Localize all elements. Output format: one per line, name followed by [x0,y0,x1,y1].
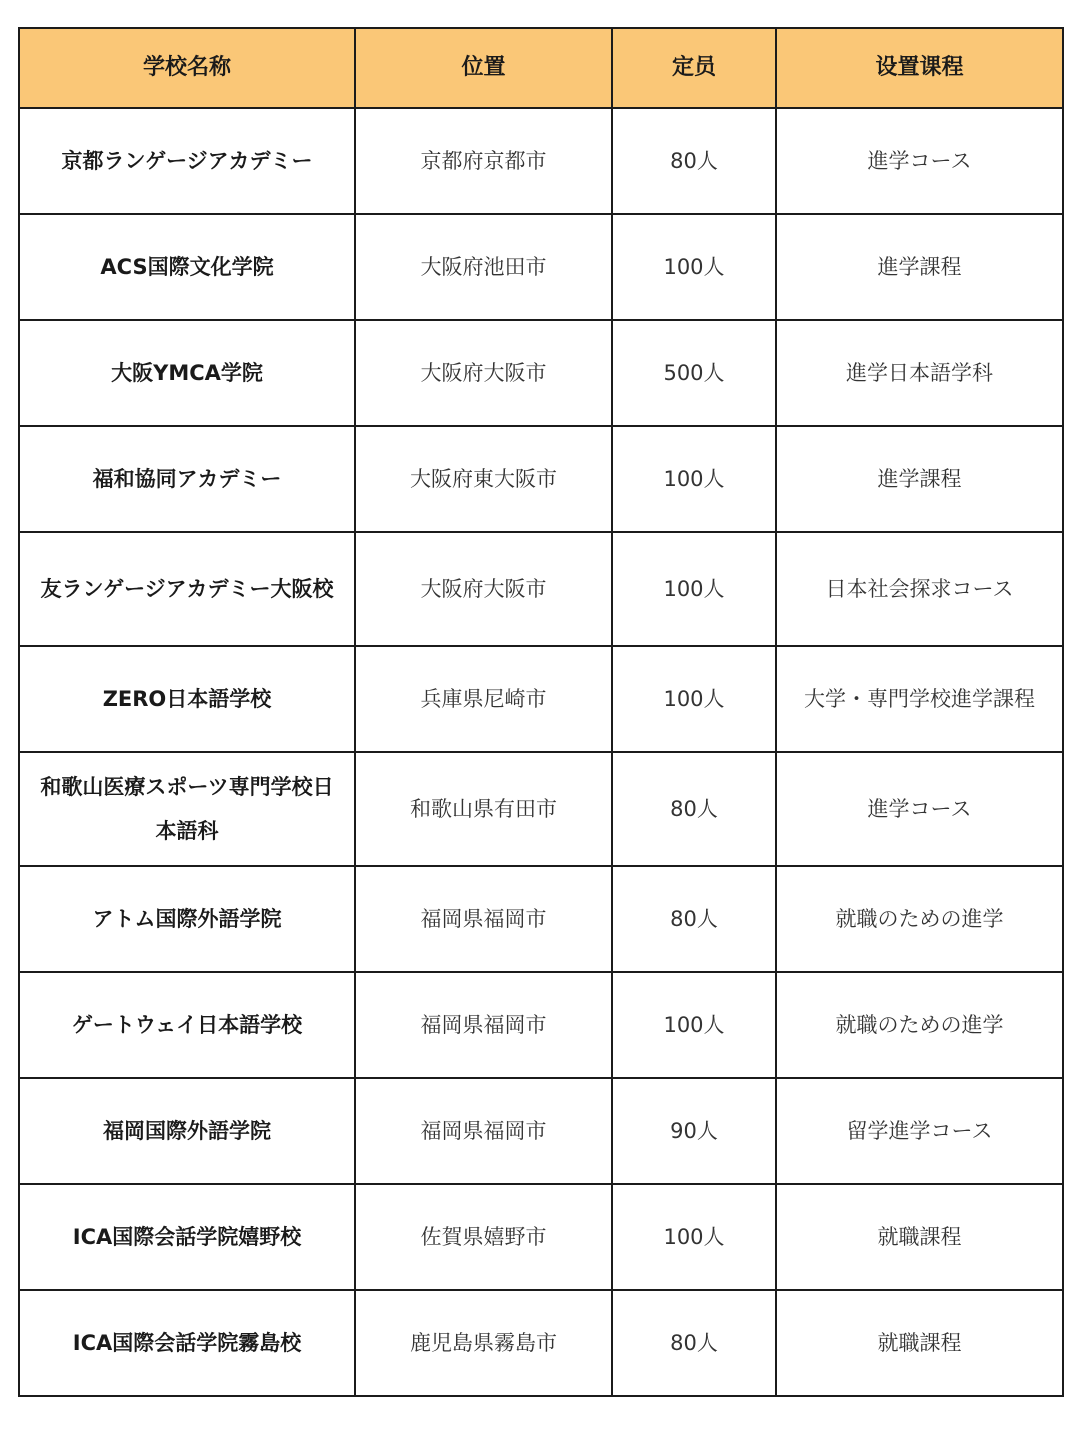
cell-location: 大阪府大阪市 [355,320,612,426]
cell-capacity: 80人 [612,108,776,214]
cell-school-name: アトム国際外語学院 [19,866,355,972]
table-row [19,1184,1063,1290]
header-location: 位置 [355,28,612,108]
cell-location: 大阪府池田市 [355,214,612,320]
cell-location: 大阪府大阪市 [355,532,612,646]
cell-capacity: 80人 [612,752,776,866]
header-row [19,28,1063,108]
cell-school-name: 京都ランゲージアカデミー [19,108,355,214]
table-row [19,1290,1063,1396]
cell-capacity: 100人 [612,972,776,1078]
cell-school-name: 和歌山医療スポーツ専門学校日本語科 [19,752,355,866]
cell-capacity: 100人 [612,646,776,752]
cell-course: 就職課程 [776,1184,1063,1290]
cell-capacity: 100人 [612,532,776,646]
cell-location: 鹿児島県霧島市 [355,1290,612,1396]
cell-course: 就職のための進学 [776,972,1063,1078]
cell-school-name: 福和協同アカデミー [19,426,355,532]
cell-school-name: ゲートウェイ日本語学校 [19,972,355,1078]
table-row [19,1078,1063,1184]
table-body [19,108,1063,1396]
cell-location: 福岡県福岡市 [355,972,612,1078]
cell-location: 京都府京都市 [355,108,612,214]
table-row [19,646,1063,752]
table-row [19,972,1063,1078]
cell-location: 和歌山県有田市 [355,752,612,866]
cell-location: 大阪府東大阪市 [355,426,612,532]
cell-course: 就職のための進学 [776,866,1063,972]
table-row [19,866,1063,972]
cell-capacity: 80人 [612,1290,776,1396]
table-row [19,320,1063,426]
cell-location: 兵庫県尼崎市 [355,646,612,752]
cell-location: 福岡県福岡市 [355,866,612,972]
school-table [18,27,1064,1397]
cell-capacity: 100人 [612,1184,776,1290]
cell-course: 進学課程 [776,426,1063,532]
cell-course: 日本社会探求コース [776,532,1063,646]
cell-capacity: 100人 [612,214,776,320]
header-course: 设置课程 [776,28,1063,108]
header-school-name: 学校名称 [19,28,355,108]
cell-location: 福岡県福岡市 [355,1078,612,1184]
cell-course: 大学・専門学校進学課程 [776,646,1063,752]
cell-capacity: 90人 [612,1078,776,1184]
cell-course: 就職課程 [776,1290,1063,1396]
cell-capacity: 100人 [612,426,776,532]
header-capacity: 定员 [612,28,776,108]
cell-course: 進学課程 [776,214,1063,320]
cell-location: 佐賀県嬉野市 [355,1184,612,1290]
table-header [19,28,1063,108]
cell-school-name: ICA国際会話学院霧島校 [19,1290,355,1396]
cell-school-name: ZERO日本語学校 [19,646,355,752]
table-row [19,752,1063,866]
cell-capacity: 80人 [612,866,776,972]
cell-school-name: ACS国際文化学院 [19,214,355,320]
cell-school-name: 福岡国際外語学院 [19,1078,355,1184]
cell-school-name: 大阪YMCA学院 [19,320,355,426]
cell-school-name: ICA国際会話学院嬉野校 [19,1184,355,1290]
cell-course: 留学進学コース [776,1078,1063,1184]
cell-course: 進学コース [776,108,1063,214]
cell-course: 進学日本語学科 [776,320,1063,426]
table-row [19,426,1063,532]
cell-course: 進学コース [776,752,1063,866]
cell-school-name: 友ランゲージアカデミー大阪校 [19,532,355,646]
table-row [19,532,1063,646]
cell-capacity: 500人 [612,320,776,426]
table-row [19,214,1063,320]
table-row [19,108,1063,214]
